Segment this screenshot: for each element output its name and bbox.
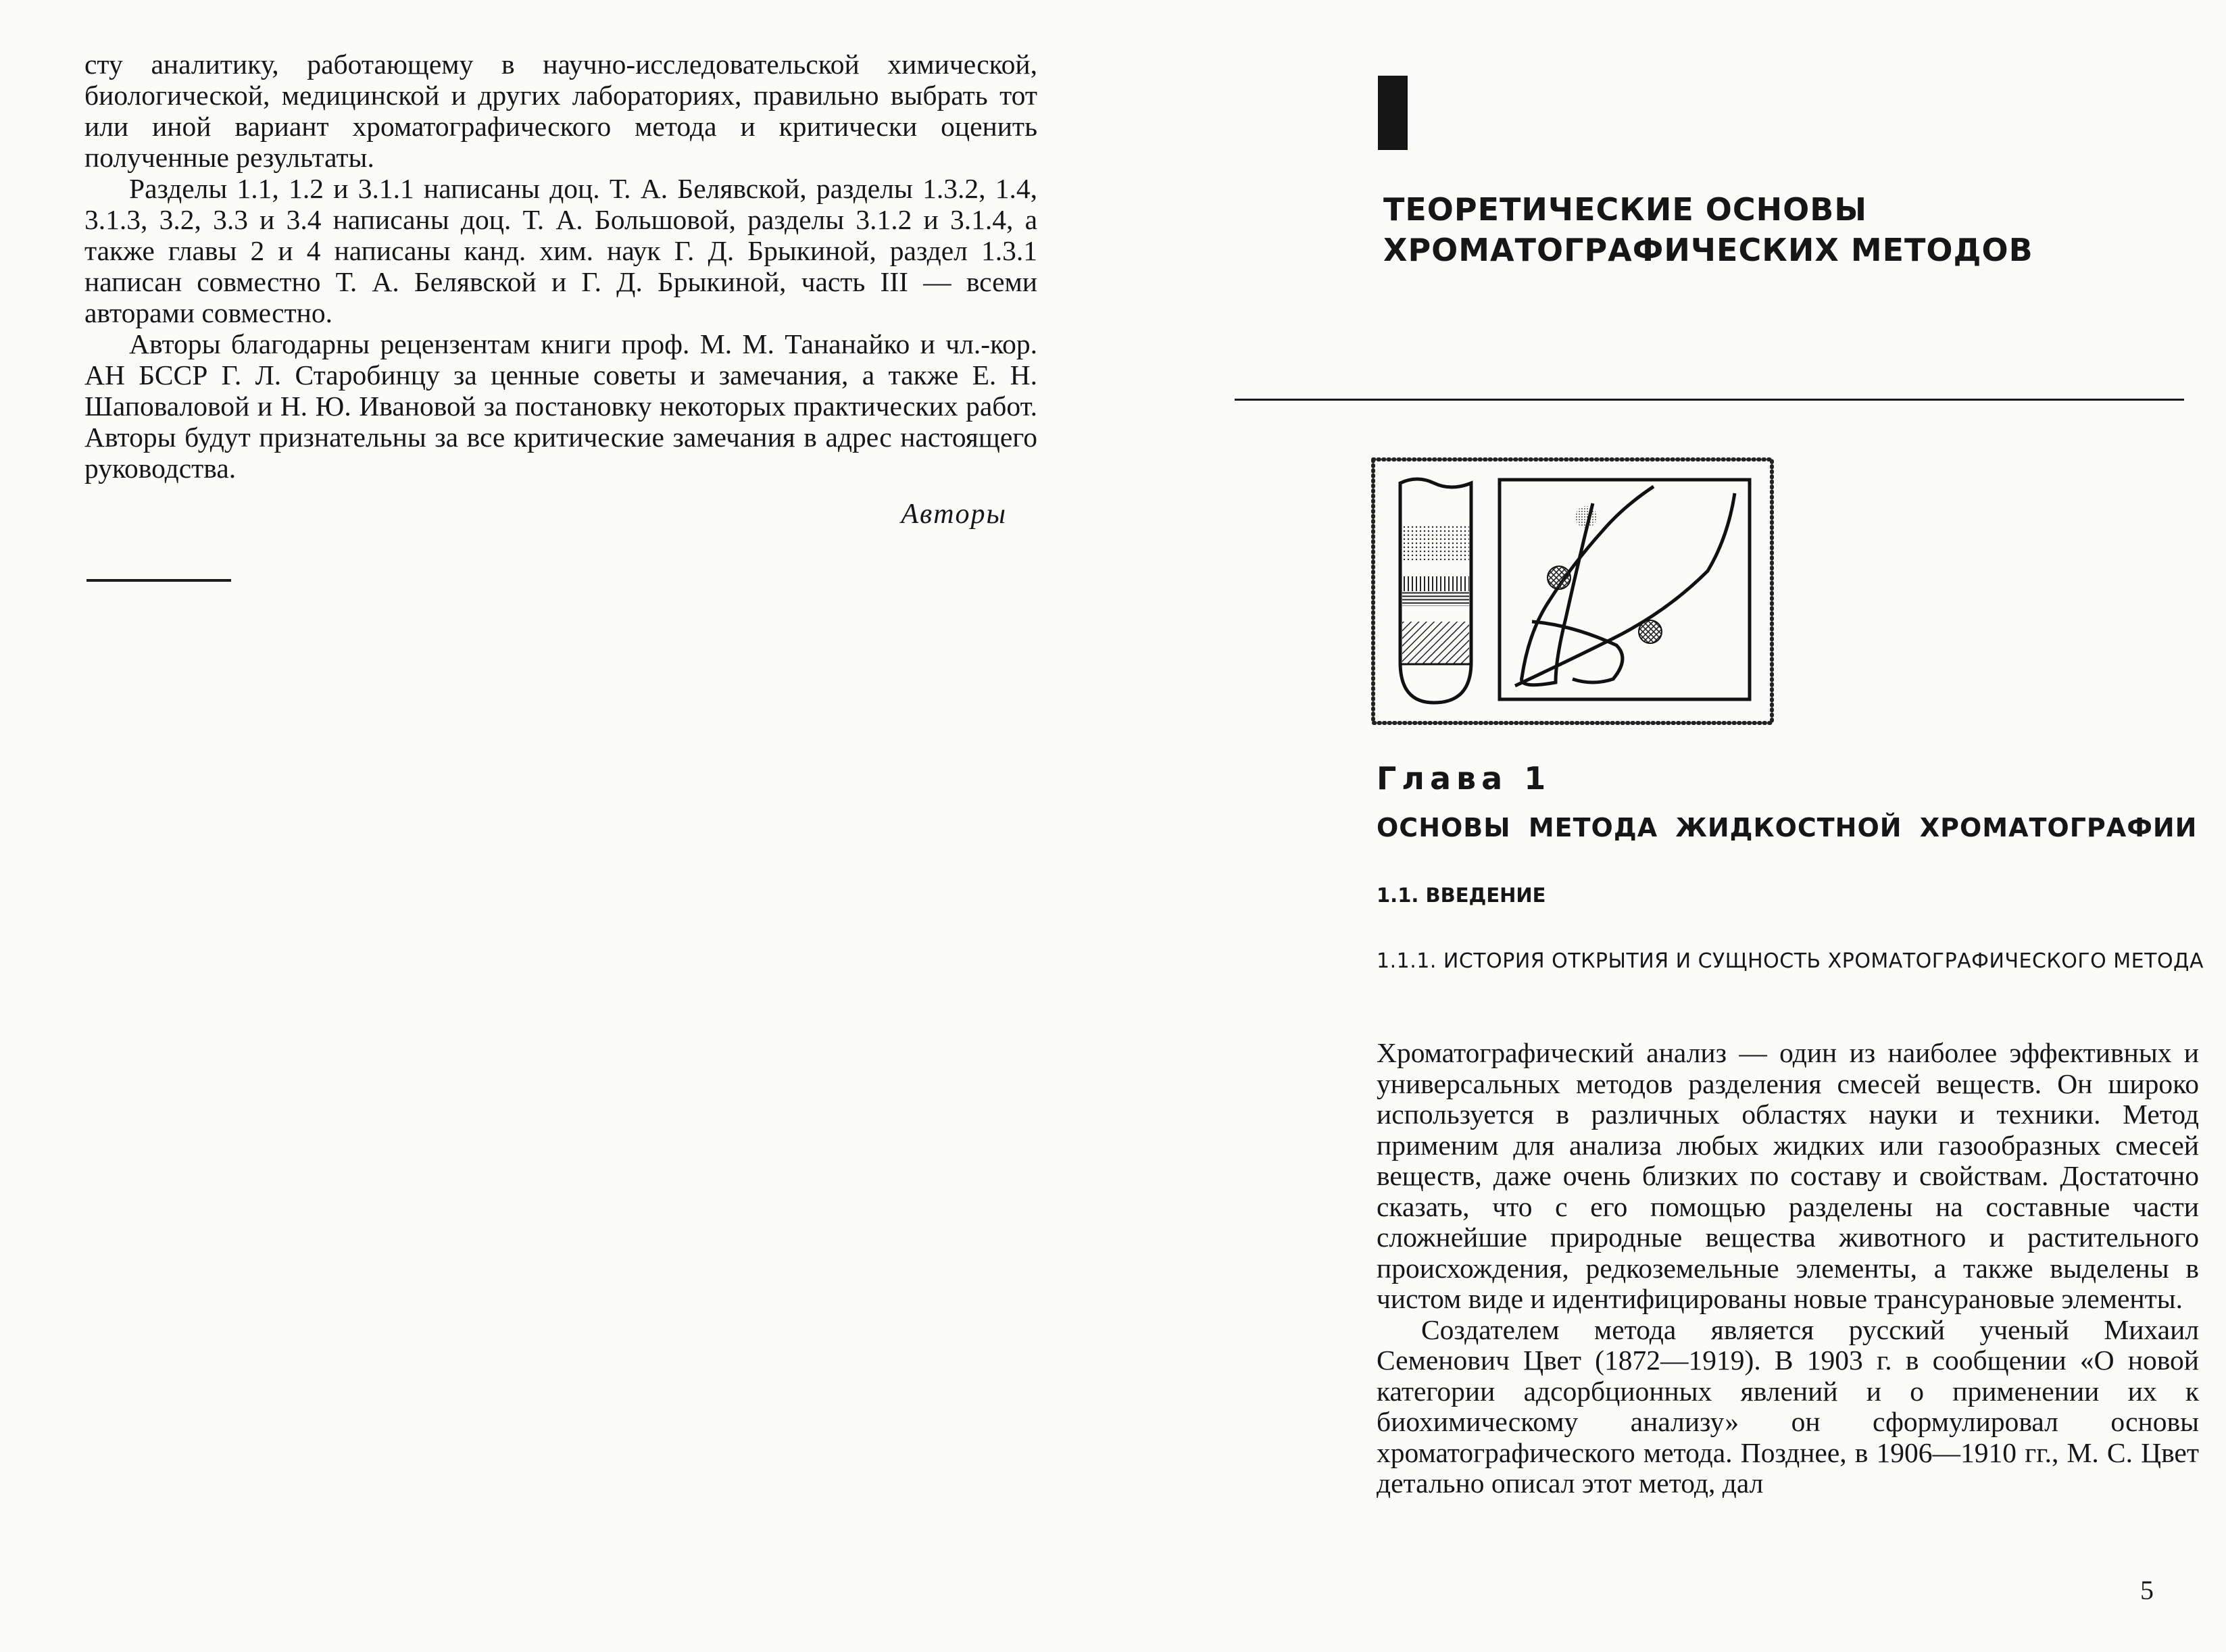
page-number: 5 (2140, 1575, 2154, 1605)
chromatography-illustration (1370, 456, 1775, 726)
part-title (1383, 189, 2127, 270)
paragraph: сту аналитику, работающему в научно-исследовательской химической, биологической, медицинской и других лабораториях, правильно выбрать тот или иной вариант хроматографического метода и критически оценить полученные результаты. (84, 49, 1037, 173)
part-title-line: ХРОМАТОГРАФИЧЕСКИХ МЕТОДОВ (1383, 232, 2033, 268)
paragraph: Разделы 1.1, 1.2 и 3.1.1 написаны доц. Т. А. Белявской, разделы 1.3.2, 1.4, 3.1.3, 3.2, 3.3 и 3.4 написаны доц. Т. А. Большовой, разделы 3.1.2 и 3.1.4, а также главы 2 и 4 написаны канд. хим. наук Г. Д. Брыкиной, раздел 1.3.1 написан совместно Т. А. Белявской и Г. Д. Брыкиной, часть III — всеми авторами совместно. (84, 173, 1037, 328)
paragraph: Авторы благодарны рецензентам книги проф. М. М. Тананайко и чл.-кор. АН БССР Г. Л. Старобинцу за ценные советы и замечания, а также Е. Н. Шаповаловой и Н. Ю. Ивановой за постановку некоторых практических работ. Авторы будут признательны за все критические замечания в адрес настоящего руководства. (84, 328, 1037, 484)
end-rule (86, 579, 231, 582)
part-number-one (1378, 76, 1408, 150)
authors-signature: Авторы (901, 499, 1007, 530)
section-title: 1.1. ВВЕДЕНИЕ (1377, 884, 1546, 907)
part-title-line: ТЕОРЕТИЧЕСКИЕ ОСНОВЫ (1383, 191, 1867, 228)
column-tube-icon (1400, 479, 1471, 703)
subsection-title: 1.1.1. ИСТОРИЯ ОТКРЫТИЯ И СУЩНОСТЬ ХРОМАТОГРАФИЧЕСКОГО МЕТОДА (1377, 949, 2204, 973)
preface-text (84, 49, 1037, 484)
paragraph: Создателем метода является русский ученый Михаил Семенович Цвет (1872—1919). В 1903 г. в сообщении «О новой категории адсорбционных явлений и о применении их к биохимическому анализу» он сформулировал основы хроматографического метода. Позднее, в 1906—1910 гг., М. С. Цвет детально описал этот метод, дал (1377, 1313, 2199, 1499)
chapter-label: Глава 1 (1377, 760, 1552, 797)
part-divider (1235, 399, 2184, 401)
chapter-title: ОСНОВЫ МЕТОДА ЖИДКОСТНОЙ ХРОМАТОГРАФИИ (1377, 813, 2198, 843)
paper-chromatogram-icon (1500, 480, 1750, 699)
right-page (1113, 0, 2226, 1652)
paragraph: Хроматографический анализ — один из наиболее эффективных и универсальных методов разделения смесей веществ. Он широко используется в различных областях науки и техники. Метод применим для анализа любых жидких или газообразных смесей веществ, даже очень близких по составу и свойствам. Достаточно сказать, что с его помощью разделены на составные части сложнейшие природные вещества животного и растительного происхождения, редкоземельные элементы, а также выделены в чистом виде и идентифицированы новые трансурановые элементы. (1377, 1037, 2199, 1314)
chapter-body (1377, 1038, 2199, 1499)
